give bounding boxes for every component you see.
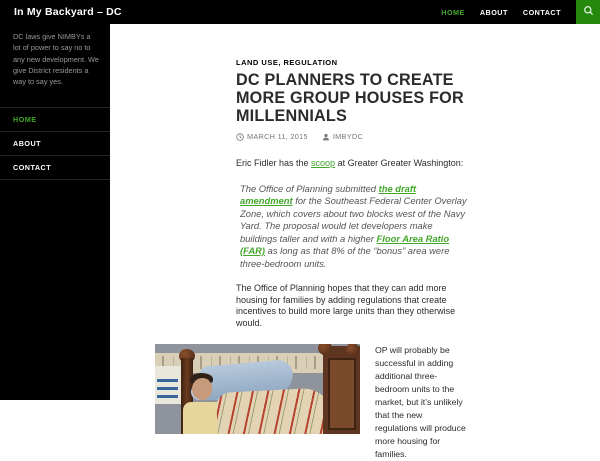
quote-text-1: The Office of Planning submitted [240, 182, 379, 194]
sidebar [0, 24, 110, 400]
site-title[interactable]: In My Backyard – DC [14, 6, 122, 18]
scoop-link[interactable]: scoop [311, 158, 336, 168]
intro-text-after: at Greater Greater Washington: [335, 158, 464, 168]
body-paragraph: The Office of Planning hopes that they can add more housing for families by adding regulations that create incentives to build more large units than they otherwise would. [236, 283, 456, 328]
quote-text-2: for the Southeast Federal Center Overlay Zone, which covers about two blocks west of the Navy Yard. The proposal would let developers make buildings taller and with a higher [240, 195, 467, 244]
quote-block [240, 183, 468, 271]
person-icon [322, 133, 330, 141]
wrapped-paragraph: OP will probably be successful in adding additional three-bedroom units to the market, but it’s unlikely that the new regulations will produce more housing for families. [375, 345, 466, 459]
sidebar-item-about[interactable]: ABOUT [0, 131, 110, 155]
man-face [192, 378, 212, 400]
draft-amendment-link[interactable]: the draft amendment [240, 182, 417, 206]
article [236, 58, 467, 461]
category-links[interactable]: LAND USE, REGULATION [236, 58, 338, 67]
intro-paragraph [236, 158, 467, 170]
entry-meta [236, 132, 467, 141]
sidebar-item-contact[interactable]: CONTACT [0, 155, 110, 180]
sidebar-item-home[interactable]: HOME [0, 107, 110, 131]
search-icon [583, 3, 594, 21]
topnav-item-home[interactable]: HOME [441, 7, 465, 17]
wall-poster [155, 366, 181, 404]
post-author-label: IMBYDC [332, 132, 364, 141]
main-content [110, 24, 600, 459]
site-description: DC laws give NIMBYs a lot of power to say no to any new development. We give District residents a way to say yes. [13, 32, 99, 87]
top-nav [441, 8, 576, 17]
top-bar [0, 0, 600, 24]
wooden-footboard [323, 346, 360, 434]
page-title[interactable]: DC PLANNERS TO CREATE MORE GROUP HOUSES FOR MILLENNIALS [236, 71, 464, 125]
search-button[interactable] [576, 0, 600, 24]
clock-icon [236, 133, 244, 141]
post-date[interactable] [236, 132, 308, 141]
post-author[interactable] [322, 132, 363, 141]
topnav-item-contact[interactable]: CONTACT [522, 7, 561, 17]
topnav-item-about[interactable]: ABOUT [479, 7, 508, 17]
striped-quilt [216, 387, 334, 434]
intro-text: Eric Fidler has the [236, 158, 312, 168]
quote-text-3: as long as that 8% of the “bonus” area were three-bedroom units. [240, 245, 450, 269]
far-link[interactable]: Floor Area Ratio (FAR) [240, 232, 450, 256]
article-image[interactable] [155, 344, 360, 434]
media-row [155, 344, 467, 461]
post-date-label: MARCH 11, 2015 [247, 132, 308, 141]
sidebar-nav [0, 107, 110, 180]
